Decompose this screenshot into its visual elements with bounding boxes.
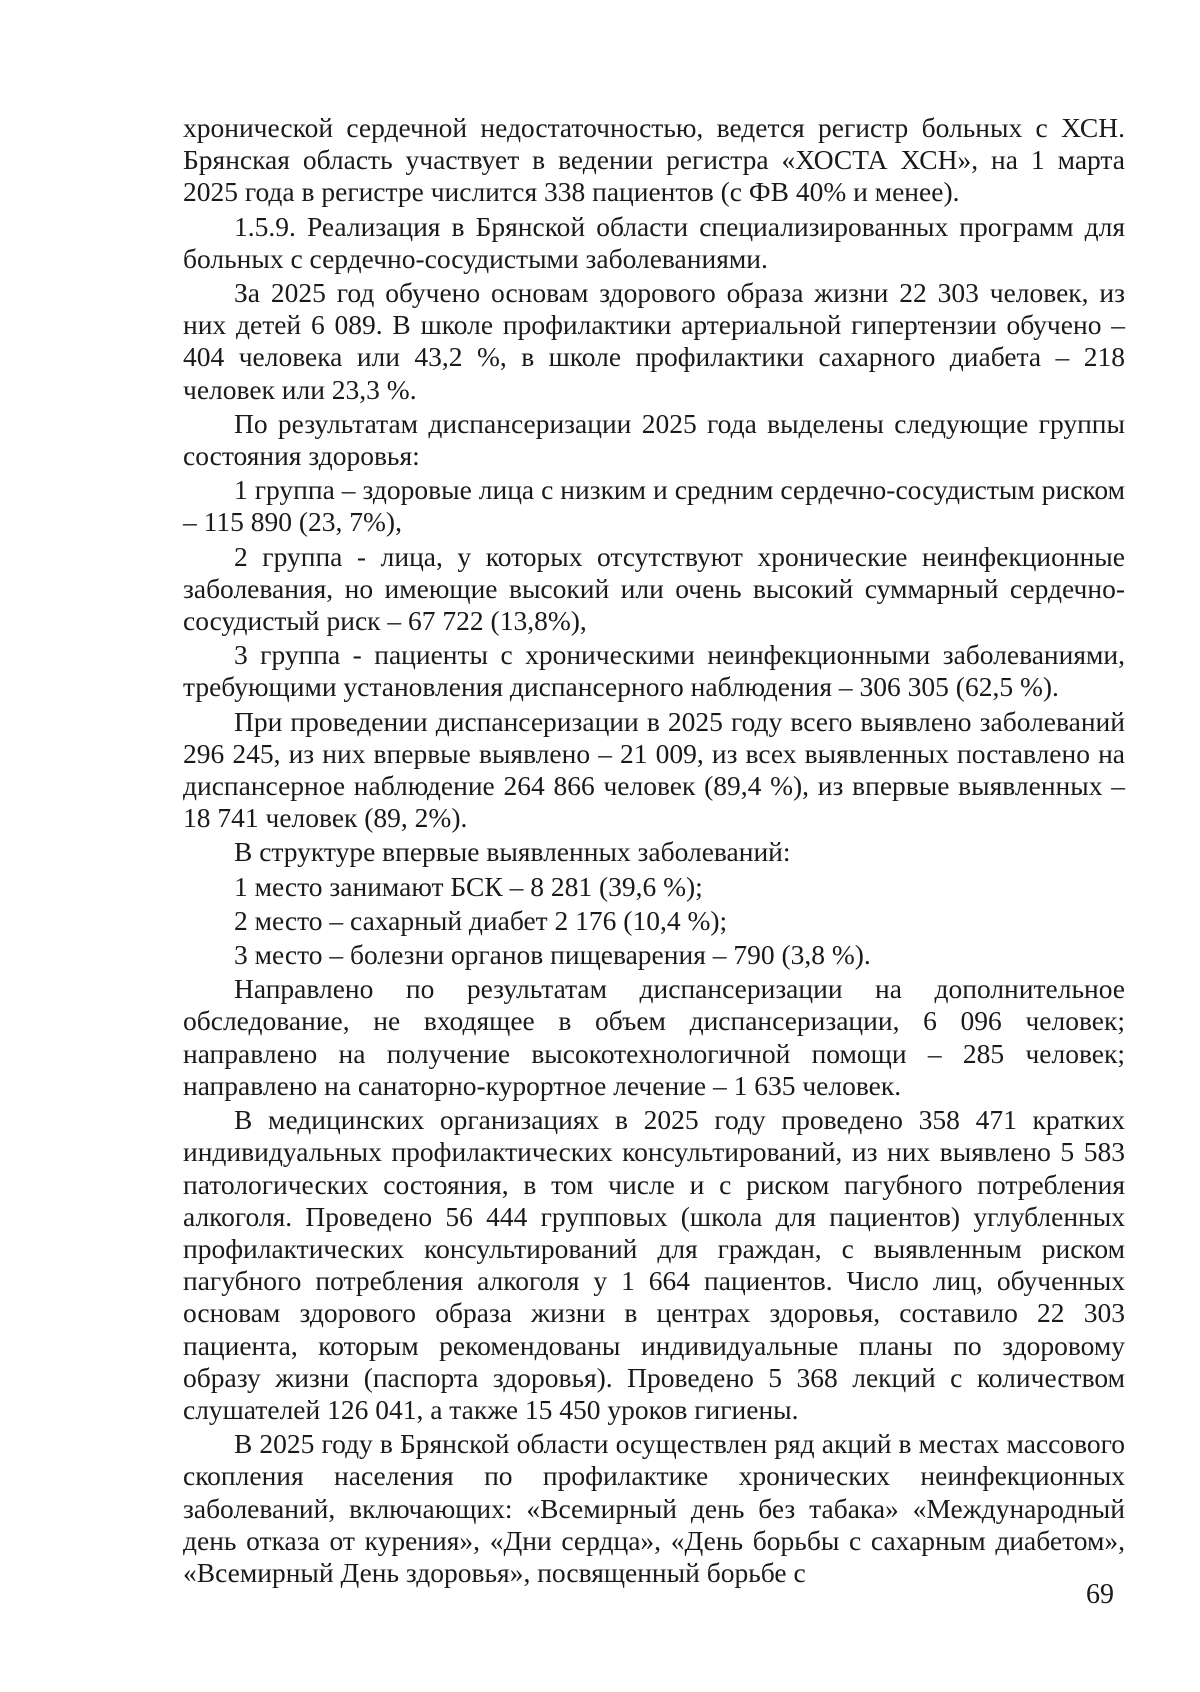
list-item-place-3: 3 место – болезни органов пищеварения – 790 (3,8 %). bbox=[234, 939, 871, 971]
paragraph-detected-diseases: При проведении диспансеризации в 2025 году всего выявлено заболеваний 296 245, из них впервые выявлено – 21 009, из всех выявленных поставлено на диспансерное наблюдение 264 866 человек (89,4 %), из впервые выявленных – 18 741 человек (89, 2%). bbox=[183, 705, 1125, 834]
paragraph-health-group-2: 2 группа - лица, у которых отсутствуют хронические неинфекционные заболевания, но имеющие высокий или очень высокий суммарный сердечно-сосудистый риск – 67 722 (13,8%), bbox=[183, 540, 1125, 637]
paragraph-health-group-1: 1 группа – здоровые лица с низким и средним сердечно-сосудистым риском – 115 890 (23, 7%), bbox=[183, 474, 1125, 538]
paragraph-health-groups-intro: По результатам диспансеризации 2025 года выделены следующие группы состояния здоровья: bbox=[183, 407, 1125, 472]
page-number: 69 bbox=[1086, 1579, 1114, 1610]
paragraph-consultations: В медицинских организациях в 2025 году проведено 358 471 кратких индивидуальных профилактических консультирований, из них выявлено 5 583 патологических состояния, в том числе и с риском пагубного потребления алкоголя. Проведено 56 444 групповых (школа для пациентов) углубленных профилактических консультирований для граждан, с выявленным риском пагубного потребления алкоголя у 1 664 пациентов. Число лиц, обученных основам здорового образа жизни в центрах здоровья, составило 22 303 пациента, которым рекомендованы индивидуальные планы по здоровому образу жизни (паспорта здоровья). Проведено 5 368 лекций с количеством слушателей 126 041, а также 15 450 уроков гигиены. bbox=[183, 1104, 1125, 1425]
paragraph-healthy-lifestyle-training: За 2025 год обучено основам здорового образа жизни 22 303 человек, из них детей 6 089. В школе профилактики артериальной гипертензии обучено – 404 человека или 43,2 %, в школе профилактики сахарного диабета – 218 человек или 23,3 %. bbox=[183, 277, 1125, 405]
paragraph-chf-register: хронической сердечной недостаточностью, ведется регистр больных с ХСН. Брянская область участвует в ведении регистра «ХОСТА ХСН», на 1 марта 2025 года в регистре числится 338 пациентов (с ФВ 40% и менее). bbox=[183, 112, 1125, 208]
list-item-place-1: 1 место занимают БСК – 8 281 (39,6 %); bbox=[234, 870, 703, 902]
paragraph-structure-intro: В структуре впервые выявленных заболеваний: bbox=[234, 836, 791, 868]
paragraph-section-1-5-9-heading: 1.5.9. Реализация в Брянской области специализированных программ для больных с сердечно-сосудистыми заболеваниями. bbox=[183, 210, 1125, 274]
paragraph-prevention-campaigns: В 2025 году в Брянской области осуществлен ряд акций в местах массового скопления населения по профилактике хронических неинфекционных заболеваний, включающих: «Всемирный день без табака» «Международный день отказа от курения», «Дни сердца», «День борьбы с сахарным диабетом», «Всемирный День здоровья», посвященный борьбе с bbox=[183, 1428, 1125, 1588]
list-item-place-2: 2 место – сахарный диабет 2 176 (10,4 %); bbox=[234, 904, 728, 936]
document-body bbox=[183, 112, 1125, 1591]
paragraph-referrals: Направлено по результатам диспансеризации на дополнительное обследование, не входящее в объем диспансеризации, 6 096 человек; направлено на получение высокотехнологичной помощи – 285 человек; направлено на санаторно-курортное лечение – 1 635 человек. bbox=[183, 973, 1125, 1101]
paragraph-health-group-3: 3 группа - пациенты с хроническими неинфекционными заболеваниями, требующими установления диспансерного наблюдения – 306 305 (62,5 %). bbox=[183, 639, 1125, 703]
